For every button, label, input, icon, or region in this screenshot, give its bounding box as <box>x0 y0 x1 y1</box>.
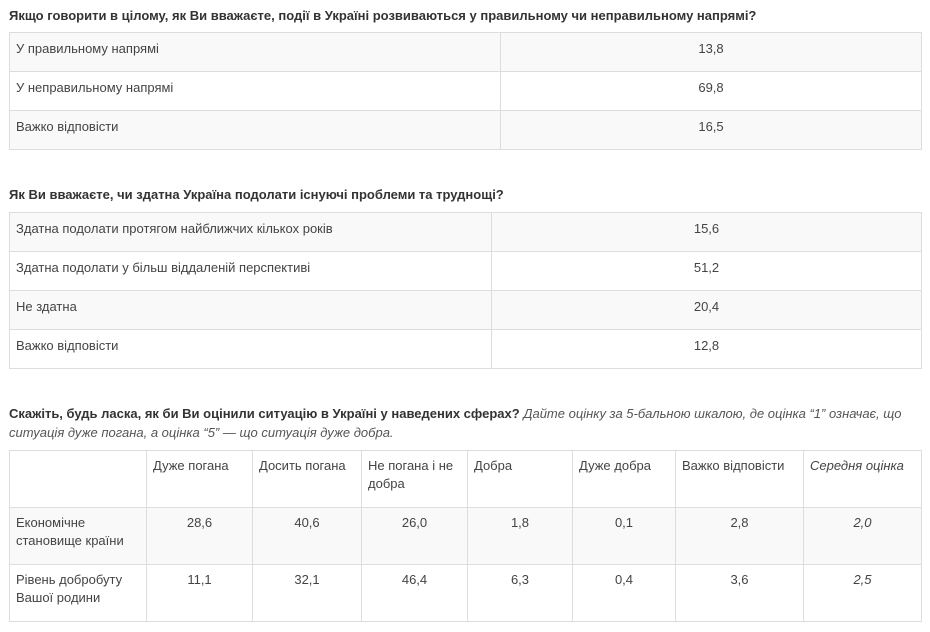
question-3-instruction: Дайте оцінку за 5-бальною шкалою, де оцінка “1” означає, що ситуація дуже погана, а оцінка “5” — що ситуація дуже добра. <box>9 406 902 440</box>
answer-label: У правильному напрямі <box>16 41 159 56</box>
cell-value: 11,1 <box>187 572 212 587</box>
question-3-title <box>9 404 921 442</box>
question-1-table <box>9 32 922 150</box>
question-2-text: Як Ви вважаєте, чи здатна Україна подолати існуючі проблеми та труднощі? <box>9 187 504 202</box>
answer-value: 13,8 <box>698 41 724 56</box>
table-row <box>10 111 922 150</box>
answer-label: Не здатна <box>16 299 77 314</box>
answer-value: 51,2 <box>693 260 720 275</box>
column-header: Середня оцінка <box>810 458 904 473</box>
cell-value: 0,4 <box>614 572 634 587</box>
answer-label: У неправильному напрямі <box>16 80 174 95</box>
column-header: Важко відповісти <box>682 458 785 473</box>
table-row <box>10 291 922 330</box>
column-header <box>10 451 146 457</box>
cell-value: 32,1 <box>294 572 320 587</box>
cell-value: 3,6 <box>730 572 749 587</box>
cell-value: 6,3 <box>510 572 530 587</box>
column-header: Не погана і не добра <box>368 458 454 491</box>
cell-value: 0,1 <box>614 515 634 530</box>
cell-value: 2,8 <box>730 515 749 530</box>
row-label: Економічне становище країни <box>16 515 124 548</box>
question-1-title <box>9 6 921 25</box>
cell-value: 26,0 <box>401 515 428 530</box>
table-row <box>10 252 922 291</box>
table-row <box>10 565 922 622</box>
question-3-text: Скажіть, будь ласка, як би Ви оцінили ситуацію в Україні у наведених сферах? <box>9 406 520 421</box>
question-1-text: Якщо говорити в цілому, як Ви вважаєте, події в Україні розвиваються у правильному чи неправильному напрямі? <box>9 8 757 23</box>
answer-value: 12,8 <box>693 338 720 353</box>
column-header: Добра <box>474 458 513 473</box>
table-header-row <box>10 451 922 508</box>
table-row <box>10 330 922 369</box>
answer-value: 69,8 <box>698 80 724 95</box>
cell-value: 40,6 <box>294 515 320 530</box>
table-row <box>10 508 922 565</box>
table-row <box>10 213 922 252</box>
cell-value: 1,8 <box>510 515 530 530</box>
answer-label: Здатна подолати протягом найближчих кількох років <box>16 221 333 236</box>
column-header: Дуже добра <box>579 458 651 473</box>
table-row <box>10 72 922 111</box>
column-header: Дуже погана <box>153 458 229 473</box>
average-value: 2,0 <box>853 515 872 530</box>
cell-value: 28,6 <box>186 515 213 530</box>
answer-value: 20,4 <box>693 299 720 314</box>
answer-value: 15,6 <box>693 221 720 236</box>
question-2-title <box>9 185 921 204</box>
answer-label: Здатна подолати у більш віддаленій перспективі <box>16 260 311 275</box>
question-2-table <box>9 212 922 369</box>
table-row <box>10 33 922 72</box>
row-label: Рівень добробуту Вашої родини <box>16 572 123 605</box>
answer-value: 16,5 <box>698 119 724 134</box>
cell-value: 46,4 <box>401 572 428 587</box>
column-header: Досить погана <box>259 458 346 473</box>
question-3-table <box>9 450 922 622</box>
answer-label: Важко відповісти <box>16 119 119 134</box>
answer-label: Важко відповісти <box>16 338 119 353</box>
average-value: 2,5 <box>853 572 872 587</box>
